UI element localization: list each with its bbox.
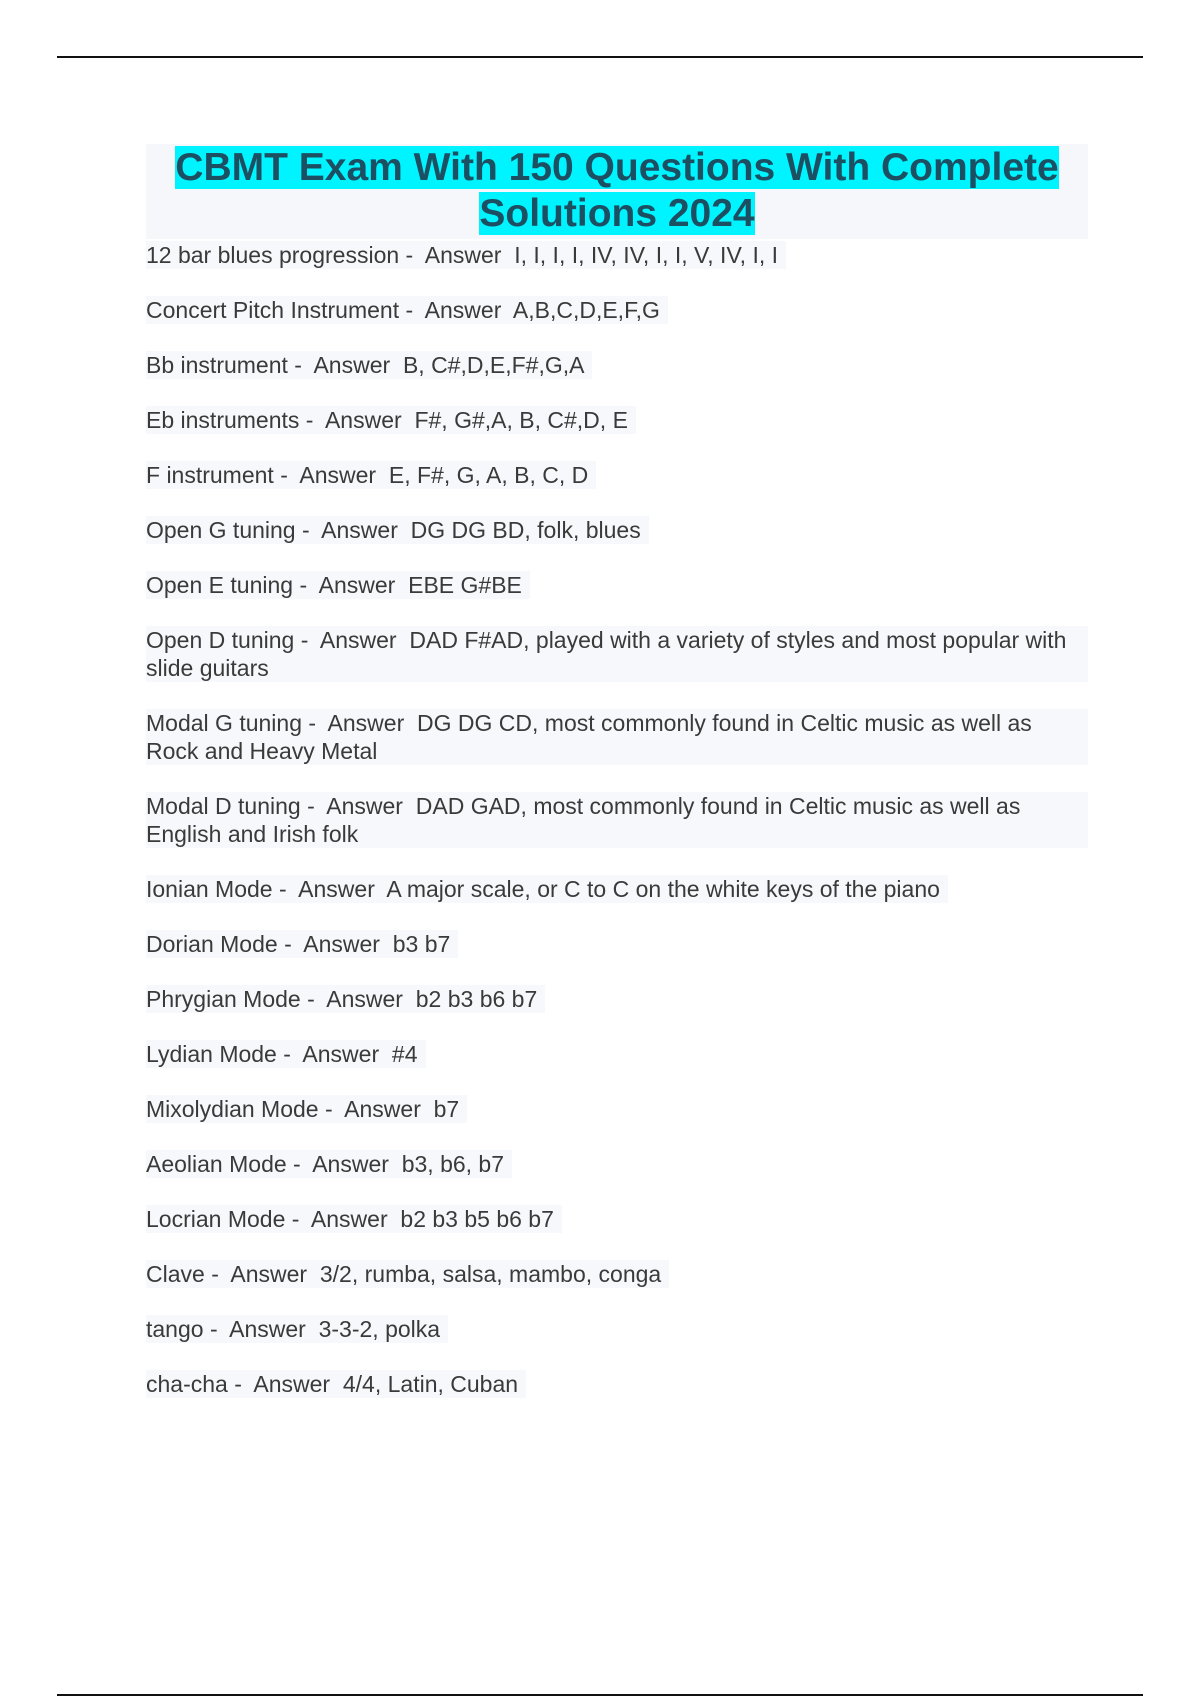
answer: b3 b7 — [392, 931, 451, 957]
answer-separator: - Answer — [295, 517, 411, 543]
list-item — [146, 571, 530, 599]
term: F instrument — [146, 462, 274, 488]
answer-separator: - Answer — [276, 1041, 392, 1067]
answer-separator: - Answer — [294, 627, 410, 653]
term: Locrian Mode — [146, 1206, 286, 1232]
answer-separator: - Answer — [204, 1261, 320, 1287]
answer: DAD GAD, most commonly found in Celtic music as well as English and Irish folk — [146, 793, 1021, 847]
term: Ionian Mode — [146, 876, 273, 902]
answer: 4/4, Latin, Cuban — [342, 1371, 519, 1397]
list-item — [146, 1370, 526, 1398]
answer-separator: - Answer — [300, 986, 416, 1012]
term: Bb instrument — [146, 352, 288, 378]
answer-separator: - Answer — [286, 1151, 402, 1177]
term: Clave — [146, 1261, 205, 1287]
document-body — [146, 144, 1088, 1425]
bottom-rule — [57, 1694, 1143, 1696]
list-item — [146, 461, 596, 489]
answer: b2 b3 b5 b6 b7 — [400, 1206, 554, 1232]
term: Lydian Mode — [146, 1041, 277, 1067]
top-rule — [57, 56, 1143, 58]
list-item — [146, 406, 636, 434]
title-block — [146, 144, 1088, 239]
answer-separator: - Answer — [399, 297, 513, 323]
list-item — [146, 792, 1088, 848]
answer-separator: - Answer — [227, 1371, 343, 1397]
answer: DG DG BD, folk, blues — [410, 517, 641, 543]
answer: 3-3-2, polka — [318, 1316, 441, 1342]
answer: E, F#, G, A, B, C, D — [388, 462, 589, 488]
document-title — [175, 146, 1058, 235]
list-item — [146, 516, 649, 544]
term: Phrygian Mode — [146, 986, 301, 1012]
answer-separator: - Answer — [399, 242, 515, 268]
answer: I, I, I, I, IV, IV, I, I, V, IV, I, I — [514, 242, 779, 268]
answer: A major scale, or C to C on the white keys of the piano — [386, 876, 940, 902]
answer-separator: - Answer — [299, 407, 415, 433]
answer-separator: - Answer — [285, 1206, 401, 1232]
answer-separator: - Answer — [273, 462, 389, 488]
list-item — [146, 296, 668, 324]
answer: DAD F#AD, played with a variety of styles and most popular with slide guitars — [146, 627, 1067, 681]
term: Open G tuning — [146, 517, 296, 543]
term: Open D tuning — [146, 627, 295, 653]
term: cha-cha — [146, 1371, 228, 1397]
list-item — [146, 875, 948, 903]
answer: B, C#,D,E,F#,G,A — [402, 352, 585, 378]
answer-separator: - Answer — [301, 710, 418, 736]
list-item — [146, 1205, 562, 1233]
list-item — [146, 709, 1088, 765]
answer: b2 b3 b6 b7 — [415, 986, 538, 1012]
answer-separator: - Answer — [277, 931, 393, 957]
term: Dorian Mode — [146, 931, 278, 957]
list-item — [146, 1315, 448, 1343]
term: Eb instruments — [146, 407, 300, 433]
term: Mixolydian Mode — [146, 1096, 319, 1122]
answer: EBE G#BE — [408, 572, 522, 598]
qa-list — [146, 241, 1088, 1398]
list-item — [146, 1260, 669, 1288]
answer-separator: - Answer — [300, 793, 416, 819]
list-item — [146, 626, 1088, 682]
term: tango — [146, 1316, 204, 1342]
answer: F#, G#,A, B, C#,D, E — [414, 407, 628, 433]
answer: 3/2, rumba, salsa, mambo, conga — [319, 1261, 662, 1287]
list-item — [146, 985, 545, 1013]
term: Concert Pitch Instrument — [146, 297, 400, 323]
term: Open E tuning — [146, 572, 294, 598]
list-item — [146, 241, 786, 269]
title-line-1: CBMT Exam With 150 Questions With Complete — [175, 146, 1059, 189]
title-line-2: Solutions 2024 — [479, 192, 755, 235]
list-item — [146, 930, 458, 958]
answer: b7 — [433, 1096, 460, 1122]
term: 12 bar blues progression — [146, 242, 400, 268]
answer-separator: - Answer — [203, 1316, 319, 1342]
answer-separator: - Answer — [287, 352, 403, 378]
answer: DG DG CD, most commonly found in Celtic music as well as Rock and Heavy Metal — [146, 710, 1032, 764]
answer-separator: - Answer — [293, 572, 409, 598]
answer: #4 — [391, 1041, 418, 1067]
term: Aeolian Mode — [146, 1151, 287, 1177]
answer: A,B,C,D,E,F,G — [512, 297, 660, 323]
answer-separator: - Answer — [272, 876, 387, 902]
list-item — [146, 1095, 467, 1123]
term: Modal D tuning — [146, 793, 301, 819]
answer: b3, b6, b7 — [401, 1151, 505, 1177]
list-item — [146, 351, 592, 379]
list-item — [146, 1150, 512, 1178]
answer-separator: - Answer — [318, 1096, 434, 1122]
list-item — [146, 1040, 426, 1068]
term: Modal G tuning — [146, 710, 302, 736]
